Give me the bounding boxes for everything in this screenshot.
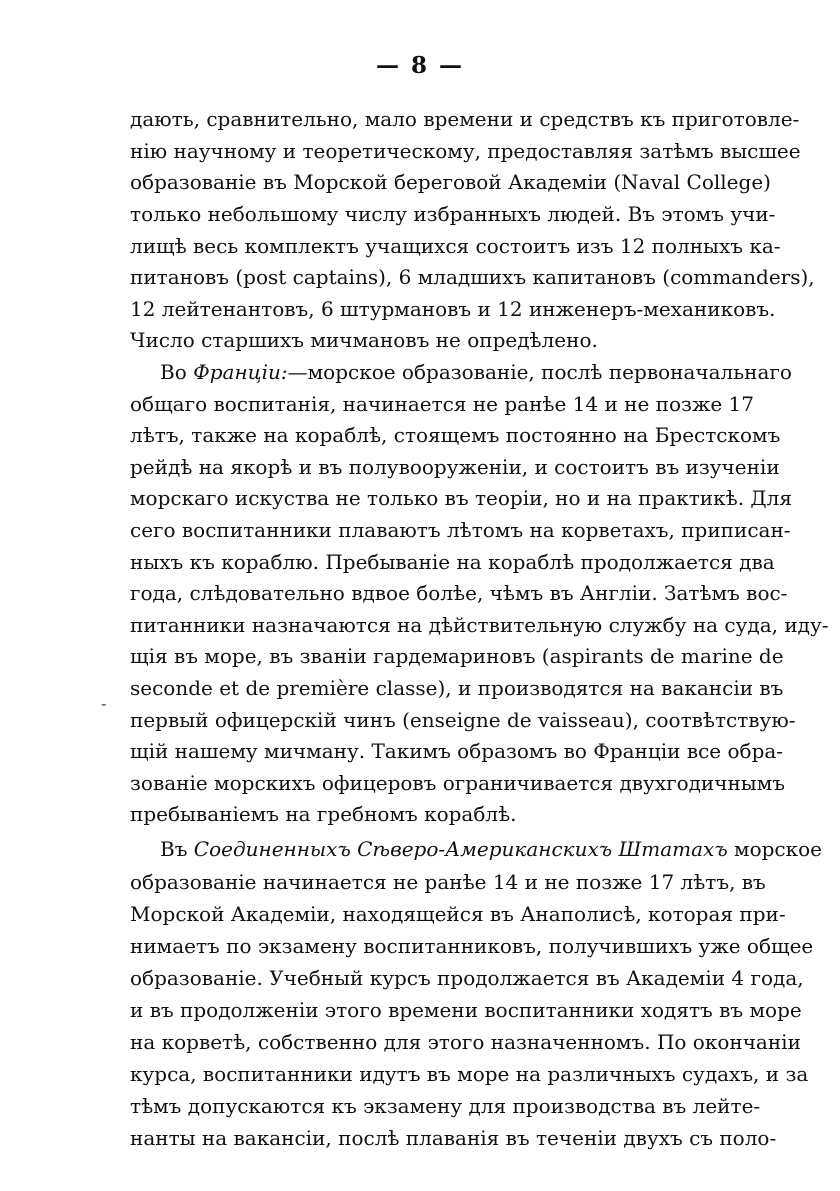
- text-line: seconde et de première classe), и производятся на вакансіи въ: [130, 676, 784, 700]
- text-run: —морское образованіе, послѣ первоначальнаго: [287, 360, 792, 384]
- text-line: Число старшихъ мичмановъ не опредѣлено.: [130, 328, 598, 352]
- text-line: и въ продолженіи этого времени воспитанники ходятъ въ море: [130, 998, 802, 1022]
- text-line: пребываніемъ на гребномъ кораблѣ.: [130, 802, 517, 826]
- text-line: общаго воспитанія, начинается не ранѣе 14 и не позже 17: [130, 392, 754, 416]
- text-line: нанты на вакансіи, послѣ плаванія въ теченіи двухъ съ поло-: [130, 1126, 777, 1150]
- text-line: образованіе въ Морской береговой Академіи (Naval College): [130, 170, 771, 194]
- text-line: на корветѣ, собственно для этого назначенномъ. По окончаніи: [130, 1030, 801, 1054]
- text-run: морское: [727, 837, 822, 861]
- text-line: нію научному и теоретическому, предоставляя затѣмъ высшее: [130, 139, 801, 163]
- text-line: сего воспитанники плаваютъ лѣтомъ на корветахъ, приписан-: [130, 518, 791, 542]
- text-run: Во: [160, 360, 194, 384]
- text-line: питанники назначаются на дѣйствительную службу на суда, иду-: [130, 613, 829, 637]
- country-heading-france: Франціи:: [193, 360, 288, 384]
- text-line: морскаго искуства не только въ теоріи, но и на практикѣ. Для: [130, 486, 792, 510]
- text-line: дають, сравнительно, мало времени и средствъ къ приготовле-: [130, 107, 800, 131]
- paragraph-usa-start: [160, 833, 822, 865]
- text-line: зованіе морскихъ офицеровъ ограничивается двухгодичнымъ: [130, 771, 786, 795]
- text-line: щій нашему мичману. Такимъ образомъ во Франціи все обра-: [130, 739, 784, 763]
- paragraph-france-start: [160, 356, 792, 388]
- text-line: образованіе. Учебный курсъ продолжается въ Академіи 4 года,: [130, 966, 804, 990]
- text-line: рейдѣ на якорѣ и въ полувооруженіи, и состоитъ въ изученіи: [130, 455, 780, 479]
- page-number: — 8 —: [375, 52, 465, 79]
- text-line: лищѣ весь комплектъ учащихся состоитъ изъ 12 полныхъ ка-: [130, 234, 781, 258]
- text-line: тѣмъ допускаются къ экзамену для производства въ лейте-: [130, 1094, 761, 1118]
- text-line: первый офицерскій чинъ (enseigne de vaisseau), соотвѣтствую-: [130, 708, 796, 732]
- text-line: 12 лейтенантовъ, 6 штурмановъ и 12 инженеръ-механиковъ.: [130, 297, 776, 321]
- text-line: лѣтъ, также на кораблѣ, стоящемъ постоянно на Брестскомъ: [130, 423, 781, 447]
- text-line: года, слѣдовательно вдвое болѣе, чѣмъ въ Англіи. Затѣмъ вос-: [130, 581, 788, 605]
- text-line: нимаетъ по экзамену воспитанниковъ, получившихъ уже общее: [130, 934, 814, 958]
- text-line: питановъ (post captains), 6 младшихъ капитановъ (commanders),: [130, 265, 815, 289]
- text-line: Морской Академіи, находящейся въ Анаполисѣ, которая при-: [130, 902, 786, 926]
- country-heading-usa: Соединенныхъ Сѣверо-Американскихъ Штатахъ: [193, 837, 728, 861]
- text-line: курса, воспитанники идутъ въ море на различныхъ судахъ, и за: [130, 1062, 809, 1086]
- text-line: только небольшому числу избранныхъ людей. Въ этомъ учи-: [130, 202, 776, 226]
- text-line: щія въ море, въ званіи гардемариновъ (aspirants de marine de: [130, 644, 784, 668]
- margin-mark: -: [101, 694, 107, 713]
- text-run: Въ: [160, 837, 194, 861]
- text-line: образованіе начинается не ранѣе 14 и не позже 17 лѣтъ, въ: [130, 870, 766, 894]
- text-line: ныхъ къ кораблю. Пребываніе на кораблѣ продолжается два: [130, 550, 775, 574]
